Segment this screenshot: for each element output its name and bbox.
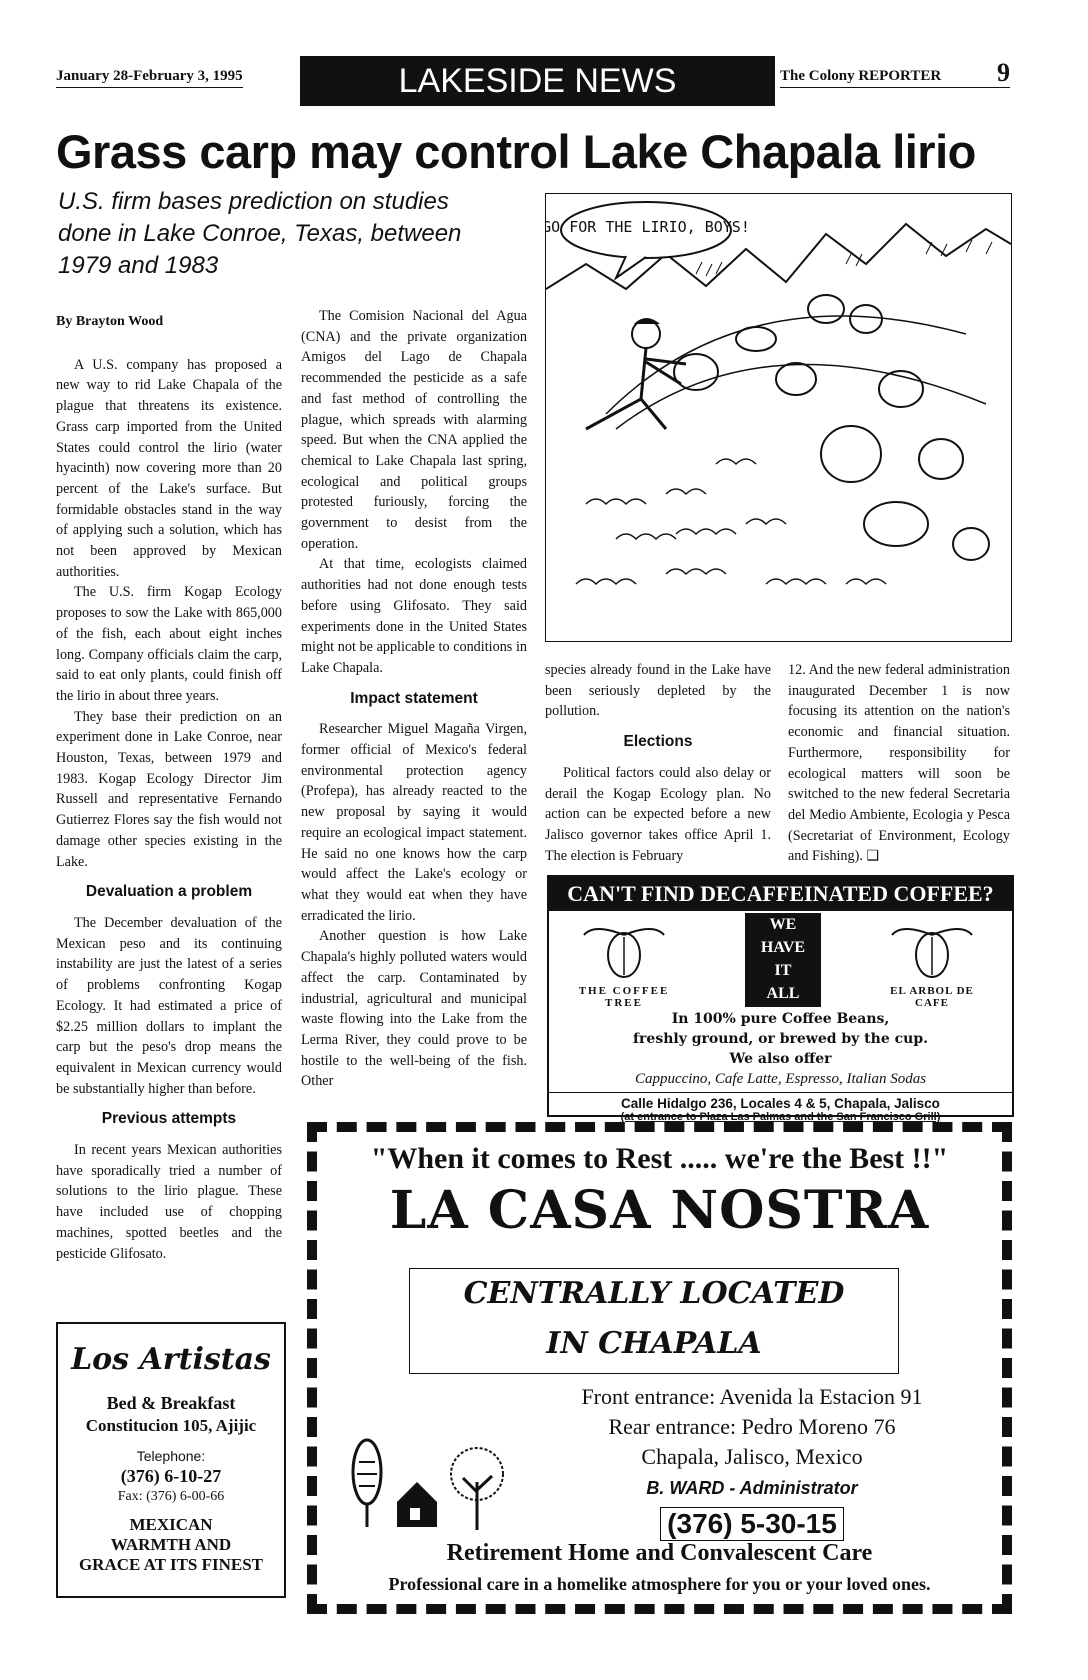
subhead-previous-attempts: Previous attempts bbox=[101, 1110, 237, 1128]
paragraph: The Comision Nacional del Agua (CNA) and the private organization Amigos del Lago de Chapala recommended the pesticide as a safe and fast method of controlling the plague, which spreads with alarming speed. But when the CNA applied the chemical to Lake Chapala last spring, ecological and political groups protested furiously, forcing the government to desist from the operation. bbox=[301, 308, 527, 552]
el-arbol-name: EL ARBOL DE CAFE bbox=[890, 985, 974, 1009]
page-number: 9 bbox=[997, 58, 1010, 87]
cartoon-drawing bbox=[546, 194, 1011, 641]
issue-date: January 28-February 3, 1995 bbox=[56, 68, 243, 88]
el-arbol-logo bbox=[872, 917, 992, 1009]
paper-name bbox=[780, 58, 1010, 88]
paragraph: Political factors could also delay or derail the Kogap Ecology plan. No action can be expected before a new Jalisco governor takes office April 1. The election is February bbox=[545, 764, 771, 864]
nostra-administrator: B. WARD - Administrator bbox=[646, 1478, 858, 1498]
nostra-service: Retirement Home and Convalescent Care bbox=[446, 1540, 873, 1566]
headline: Grass carp may control Lake Chapala lirio bbox=[56, 125, 976, 178]
ad-artistas-name: Los Artistas bbox=[71, 1342, 271, 1377]
subhead-elections: Elections bbox=[623, 733, 693, 751]
ad-artistas-address: Constitucion 105, Ajijic bbox=[85, 1416, 257, 1435]
section-banner: LAKESIDE NEWS bbox=[300, 56, 775, 106]
nostra-rear-entrance: Rear entrance: Pedro Moreno 76 bbox=[608, 1414, 896, 1439]
coffee-line-4: Cappuccino, Cafe Latte, Espresso, Italian Sodas bbox=[549, 1071, 1012, 1093]
ad-artistas-slogan-1: MEXICAN bbox=[129, 1515, 213, 1534]
nostra-city: Chapala, Jalisco, Mexico bbox=[641, 1444, 863, 1469]
we-have-it-all-box bbox=[745, 913, 821, 1007]
nostra-phone: (376) 5-30-15 bbox=[660, 1507, 844, 1541]
paragraph: Another question is how Lake Chapala's highly polluted waters would affect the carp. Contaminated by industrial, agricultural and municipal waste flowing into the Lake from the Lerma River, they could prove to be hostile to the well-being of the fish. Other bbox=[301, 928, 527, 1090]
tree-house-icon bbox=[337, 1432, 507, 1542]
paragraph: At that time, ecologists claimed authorities had not done enough tests before using Glifosato. They said experiments done in the United States might not be applicable to conditions in Lake Chapala. bbox=[301, 556, 527, 676]
ad-artistas-type: Bed & Breakfast bbox=[106, 1393, 236, 1413]
coffee-line-1: In 100% pure Coffee Beans, bbox=[671, 1011, 890, 1027]
paragraph: The U.S. firm Kogap Ecology proposes to sow the Lake with 865,000 of the fish, each about eight inches long. Company officials claim the carp, said to eat only plants, could finish off the lirio in about three years. bbox=[56, 584, 282, 704]
coffee-tree-logo bbox=[569, 917, 679, 1009]
deck: U.S. firm bases prediction on studies done in Lake Conroe, Texas, between 1979 and 1983 bbox=[58, 188, 462, 279]
paragraph: The December devaluation of the Mexican peso and its continuing instability are just the latest of a series of problems confronting Kogap Ecology. It had estimated a price of $2.25 million dollars to implant the carp but the peso's drop means the equivalent in Mexican currency would be substantially higher than before. bbox=[56, 914, 282, 1097]
coffee-address-2: (at entrance to Plaza Las Palmas and the San Francisco Grill) bbox=[620, 1111, 941, 1123]
paragraph bbox=[788, 660, 1010, 867]
paragraph: They base their prediction on an experiment done in Lake Conroe, near Houston, Texas, between 1979 and 1983. Kogap Ecology Director Jim Russell and representative Fernando Gutierrez Flores say the fish would not damage other species existing in the Lake. bbox=[56, 708, 282, 870]
ad-artistas-slogan-2: WARMTH AND bbox=[110, 1535, 232, 1554]
nostra-location-1: CENTRALLY LOCATED bbox=[463, 1276, 845, 1311]
nostra-location-2: IN CHAPALA bbox=[546, 1326, 762, 1361]
have-text: HAVE bbox=[760, 939, 806, 956]
article-column-1 bbox=[56, 312, 282, 1264]
subhead-devaluation: Devaluation a problem bbox=[85, 883, 253, 901]
coffee-line-3: We also offer bbox=[729, 1051, 832, 1067]
ad-artistas-tel-label: Telephone: bbox=[136, 1448, 206, 1464]
editorial-cartoon bbox=[545, 193, 1012, 642]
paragraph: A U.S. company has proposed a new way to rid Lake Chapala of the plague that threatens its existence. Grass carp imported from the United States could control the lirio (water hyacinth) now covering more than 20 percent of the Lake's surface. But formidable obstacles stand in the way of applying such a solution, which has not been approved by Mexican authorities. bbox=[56, 356, 282, 580]
ad-artistas-fax: Fax: (376) 6-00-66 bbox=[117, 1489, 225, 1504]
nostra-tagline: "When it comes to Rest ..... we're the Best !!" bbox=[370, 1142, 949, 1175]
paragraph: In recent years Mexican authorities have sporadically tried a number of solutions to the lirio plague. These have included use of chopping machines, spotted beetles and the pesticide Glifosato. bbox=[56, 1142, 282, 1262]
we-text: WE bbox=[769, 916, 797, 933]
ad-artistas-phone: (376) 6-10-27 bbox=[120, 1466, 222, 1486]
ad-artistas-slogan-3: GRACE AT ITS FINEST bbox=[78, 1555, 264, 1574]
it-text: IT bbox=[774, 962, 792, 979]
nostra-name: LA CASA NOSTRA bbox=[389, 1180, 930, 1241]
all-text: ALL bbox=[766, 985, 800, 1002]
paper-title: The Colony REPORTER bbox=[780, 68, 942, 84]
coffee-tree-name: THE COFFEE TREE bbox=[578, 985, 670, 1009]
ad-coffee bbox=[547, 875, 1014, 1123]
nostra-footer: Professional care in a homelike atmosphere for you or your loved ones. bbox=[388, 1574, 931, 1594]
paragraph: species already found in the Lake have been seriously depleted by the pollution. bbox=[545, 662, 771, 720]
article-column-4 bbox=[788, 660, 1010, 867]
paragraph-text: 12. And the new federal administration inaugurated December 1 is now focusing its attention on the nation's economic and financial situation. Furthermore, responsibility for ecological matters will soon be switched to the new federal Secretaria del Medio Ambiente, Ecologia y Pesca (Secretariat of Environment, Ecology and Fishing). bbox=[788, 662, 1010, 865]
nostra-location-box bbox=[409, 1268, 899, 1374]
byline: By Brayton Wood bbox=[56, 314, 164, 329]
ad-la-casa-nostra bbox=[307, 1122, 1012, 1614]
article-column-2 bbox=[301, 306, 527, 1092]
ad-los-artistas bbox=[56, 1322, 286, 1598]
coffee-address: Calle Hidalgo 236, Locales 4 & 5, Chapala, Jalisco bbox=[621, 1096, 940, 1111]
paragraph: Researcher Miguel Magaña Virgen, former official of Mexico's federal environmental protection agency (Profepa), has already reacted to the new proposal by saying it would require an ecological impact statement. He said no one knows how the carp would affect the Lake's ecology or what they would eat when they have erradicated the lirio. bbox=[301, 721, 527, 924]
article-column-3 bbox=[545, 660, 771, 866]
cartoon-speech: GO FOR THE LIRIO, BOYS! bbox=[546, 218, 750, 236]
subhead-impact: Impact statement bbox=[350, 689, 478, 707]
coffee-line-2: freshly ground, or brewed by the cup. bbox=[633, 1031, 928, 1047]
end-mark: ❑ bbox=[866, 848, 880, 865]
ad-coffee-heading: CAN'T FIND DECAFFEINATED COFFEE? bbox=[549, 877, 1012, 911]
nostra-front-entrance: Front entrance: Avenida la Estacion 91 bbox=[581, 1384, 923, 1409]
